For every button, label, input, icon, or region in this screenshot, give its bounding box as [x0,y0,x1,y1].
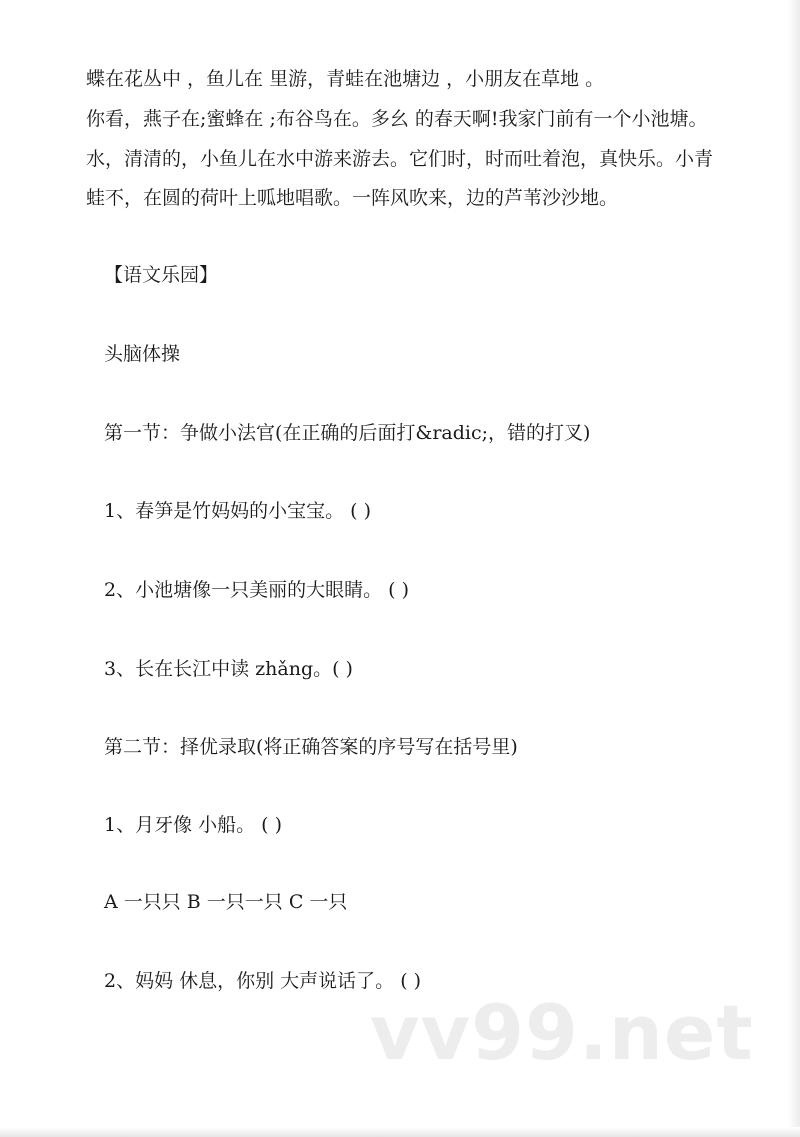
part1-title: 第一节：争做小法官(在正确的后面打&radic;，错的打叉) [104,422,591,444]
page-bottom-edge [0,1127,800,1137]
part2-question-1: 1、月牙像 小船。 ( ) [104,814,283,836]
part2-title: 第二节：择优录取(将正确答案的序号写在括号里) [104,736,518,758]
paragraph-line-1: 蝶在花丛中 ，鱼儿在 里游，青蛙在池塘边 ，小朋友在草地 。 [86,68,605,90]
paragraph-line-4: 蛙不，在圆的荷叶上呱地唱歌。一阵风吹来，边的芦苇沙沙地。 [86,187,619,209]
part2-options: A 一只只 B 一只一只 C 一只 [104,891,348,913]
part2-question-2: 2、妈妈 休息，你别 大声说话了。 ( ) [104,970,422,992]
watermark: vv99.net [370,988,754,1077]
paragraph-line-3: 水，清清的，小鱼儿在水中游来游去。它们时，时而吐着泡，真快乐。小青 [86,148,714,170]
paragraph-line-2: 你看，燕子在;蜜蜂在 ;布谷鸟在。多幺 的春天啊!我家门前有一个小池塘。 [86,108,708,130]
part1-question-2: 2、小池塘像一只美丽的大眼睛。 ( ) [104,579,409,601]
subheading: 头脑体操 [104,343,181,365]
section-heading: 【语文乐园】 [104,264,219,286]
part1-question-3: 3、长在长江中读 zhǎng。( ) [104,658,353,680]
page-right-edge [788,0,800,1137]
part1-question-1: 1、春笋是竹妈妈的小宝宝。 ( ) [104,500,371,522]
